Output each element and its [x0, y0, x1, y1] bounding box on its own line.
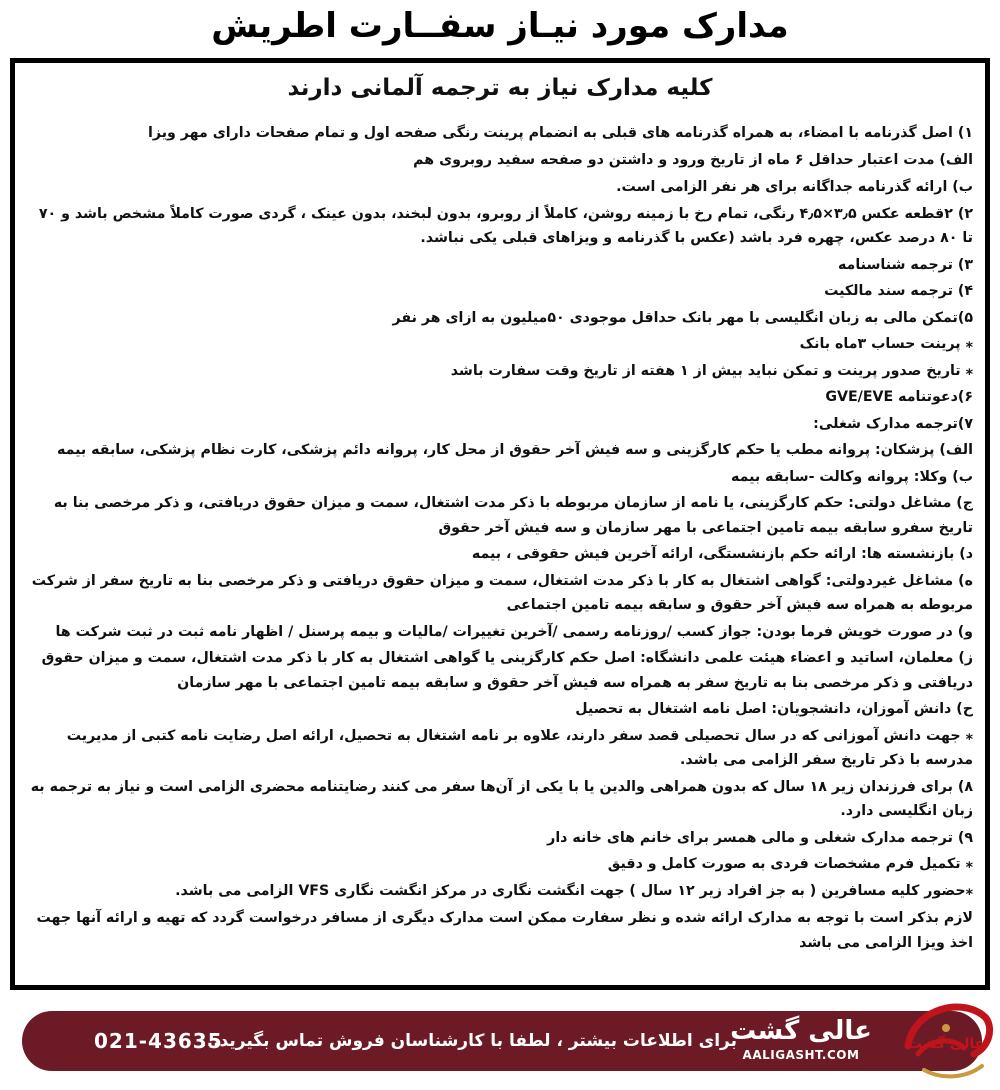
requirement-item: ۲) ۲قطعه عکس ۳٫۵×۴٫۵ رنگی، تمام رخ با زمینه روشن، کاملاً از روبرو، بدون لبخند، بدون عینک ، گردی صورت کاملاً مشخص باشد و ۷۰ تا ۸۰ درصد عکس، چهره فرد باشد (عکس با گذرنامه و ویزاهای قبلی یکی نباشد.: [38, 205, 973, 246]
phone-number[interactable]: 021-43635: [94, 1029, 223, 1053]
requirements-list: [27, 121, 973, 957]
document-subtitle: کلیه مدارک نیاز به ترجمه آلمانی دارند: [287, 75, 713, 101]
contact-message: برای اطلاعات بیشتر ، لطفا با کارشناسان فروش تماس بگیرید...: [200, 1031, 737, 1051]
brand-name-fa: عالی گشت: [730, 1016, 872, 1046]
requirement-item: ح) دانش آموزان، دانشجویان: اصل نامه اشتغال به تحصیل: [575, 701, 973, 717]
requirement-item: ب) وکلا: پروانه وکالت -سابقه بیمه: [730, 468, 973, 485]
requirement-item: و) در صورت خویش فرما بودن: جواز کسب /روزنامه رسمی /آخرین تغییرات /مالیات و بیمه پرسنل / اظهار نامه ثبت در ثبت شرکت ها: [55, 623, 973, 640]
document-frame: [10, 58, 990, 990]
requirement-item: ۸) برای فرزندان زیر ۱۸ سال که بدون همراهی والدین یا با یکی از آن‌ها سفر می کنند رضایتنامه محضری الزامی است و نیاز به ترجمه به زبان انگلیسی دارد.: [30, 778, 973, 819]
requirement-item: ⁎ جهت دانش آموزانی که در سال تحصیلی قصد سفر دارند، علاوه بر نامه اشتغال به تحصیل، ارائه اصل رضایت نامه کتبی از مدیریت مدرسه با ذکر تاریخ سفر الزامی می باشد.: [66, 727, 973, 768]
brand-url: AALIGASHT.COM: [742, 1048, 860, 1062]
requirement-item: ۹) ترجمه مدارک شغلی و مالی همسر برای خانم های خانه دار: [547, 829, 973, 846]
brand-name[interactable]: [726, 1015, 876, 1063]
requirement-item: ⁎حضور کلیه مسافرین ( به جز افراد زیر ۱۲ سال ) جهت انگشت نگاری در مرکز انگشت نگاری VFS الزامی می باشد.: [175, 882, 973, 899]
requirement-item: ۵)تمکن مالی به زبان انگلیسی با مهر بانک حداقل موجودی ۵۰میلیون به ازای هر نفر: [392, 309, 973, 326]
contact-banner: [22, 1011, 985, 1071]
requirement-item: ز) معلمان، اساتید و اعضاء هیئت علمی دانشگاه: اصل حکم کارگزینی یا گواهی اشتغال به کار با ذکر مدت اشتغال، سمت و میزان حقوق دریافتی و ذکر مرخصی بنا به تاریخ سفر به همراه سه فیش آخر حقوق و سابقه بیمه تامین اجتماعی با مهر سازمان: [41, 650, 973, 691]
requirement-item: الف) مدت اعتبار حداقل ۶ ماه از تاریخ ورود و داشتن دو صفحه سفید روبروی هم: [413, 151, 973, 168]
requirement-item: ۷)ترجمه مدارک شغلی:: [813, 415, 973, 432]
requirement-item: د) بازنشسته ها: ارائه حکم بازنشستگی، ارائه آخرین فیش حقوقی ، بیمه: [471, 546, 973, 562]
requirement-item: ۱) اصل گذرنامه با امضاء، به همراه گذرنامه های قبلی به انضمام پرینت رنگی صفحه اول و تمام صفحات دارای مهر ویزا: [148, 125, 973, 141]
requirement-item: ه) مشاغل غیردولتی: گواهی اشتغال به کار با ذکر مدت اشتغال، سمت و میزان حقوق دریافتی و ذکر مرخصی بنا به تاریخ سفر از شرکت مربوطه به همراه سه فیش آخر حقوق و سابقه بیمه تامین اجتماعی: [31, 572, 973, 613]
requirement-item: ج) مشاغل دولتی: حکم کارگزینی، یا نامه از سازمان مربوطه با ذکر مدت اشتغال، سمت و میزان حقوق دریافتی، و ذکر مرخصی بنا به تاریخ سفرو سابقه بیمه تامین اجتماعی با مهر سازمان و سه فیش آخر حقوق: [53, 495, 973, 536]
brand-logo-icon: [894, 988, 998, 1088]
requirement-item: ⁎ تاریخ صدور پرینت و تمکن نباید بیش از ۱ هفته از تاریخ وقت سفارت باشد: [450, 362, 973, 379]
requirement-item: ۴) ترجمه سند مالکیت: [824, 283, 973, 299]
requirement-item: ۳) ترجمه شناسنامه: [837, 256, 973, 273]
page-title: مدارک مورد نیـاز سفــارت اطریش: [211, 6, 789, 46]
requirement-item: الف) پزشکان: پروانه مطب یا حکم کارگزینی و سه فیش آخر حقوق از محل کار، پروانه دائم پزشکی، کارت نظام پزشکی، سابقه بیمه: [56, 442, 973, 458]
requirement-item: ۶)دعوتنامه GVE/EVE: [825, 389, 973, 405]
requirement-item: ⁎ تکمیل فرم مشخصات فردی به صورت کامل و دقیق: [607, 856, 973, 872]
requirement-item: ب) ارائه گذرنامه جداگانه برای هر نفر الزامی است.: [616, 179, 973, 195]
requirement-item: ⁎ پرینت حساب ۳ماه بانک: [799, 336, 973, 352]
logo-text: عالی گشت: [907, 1036, 985, 1052]
requirement-item: لازم بذکر است با توجه به مدارک ارائه شده و نظر سفارت ممکن است مدارک دیگری از مسافر درخواست گردد که تهیه و ارائه آنها جهت اخذ ویزا الزامی می باشد: [36, 910, 973, 951]
